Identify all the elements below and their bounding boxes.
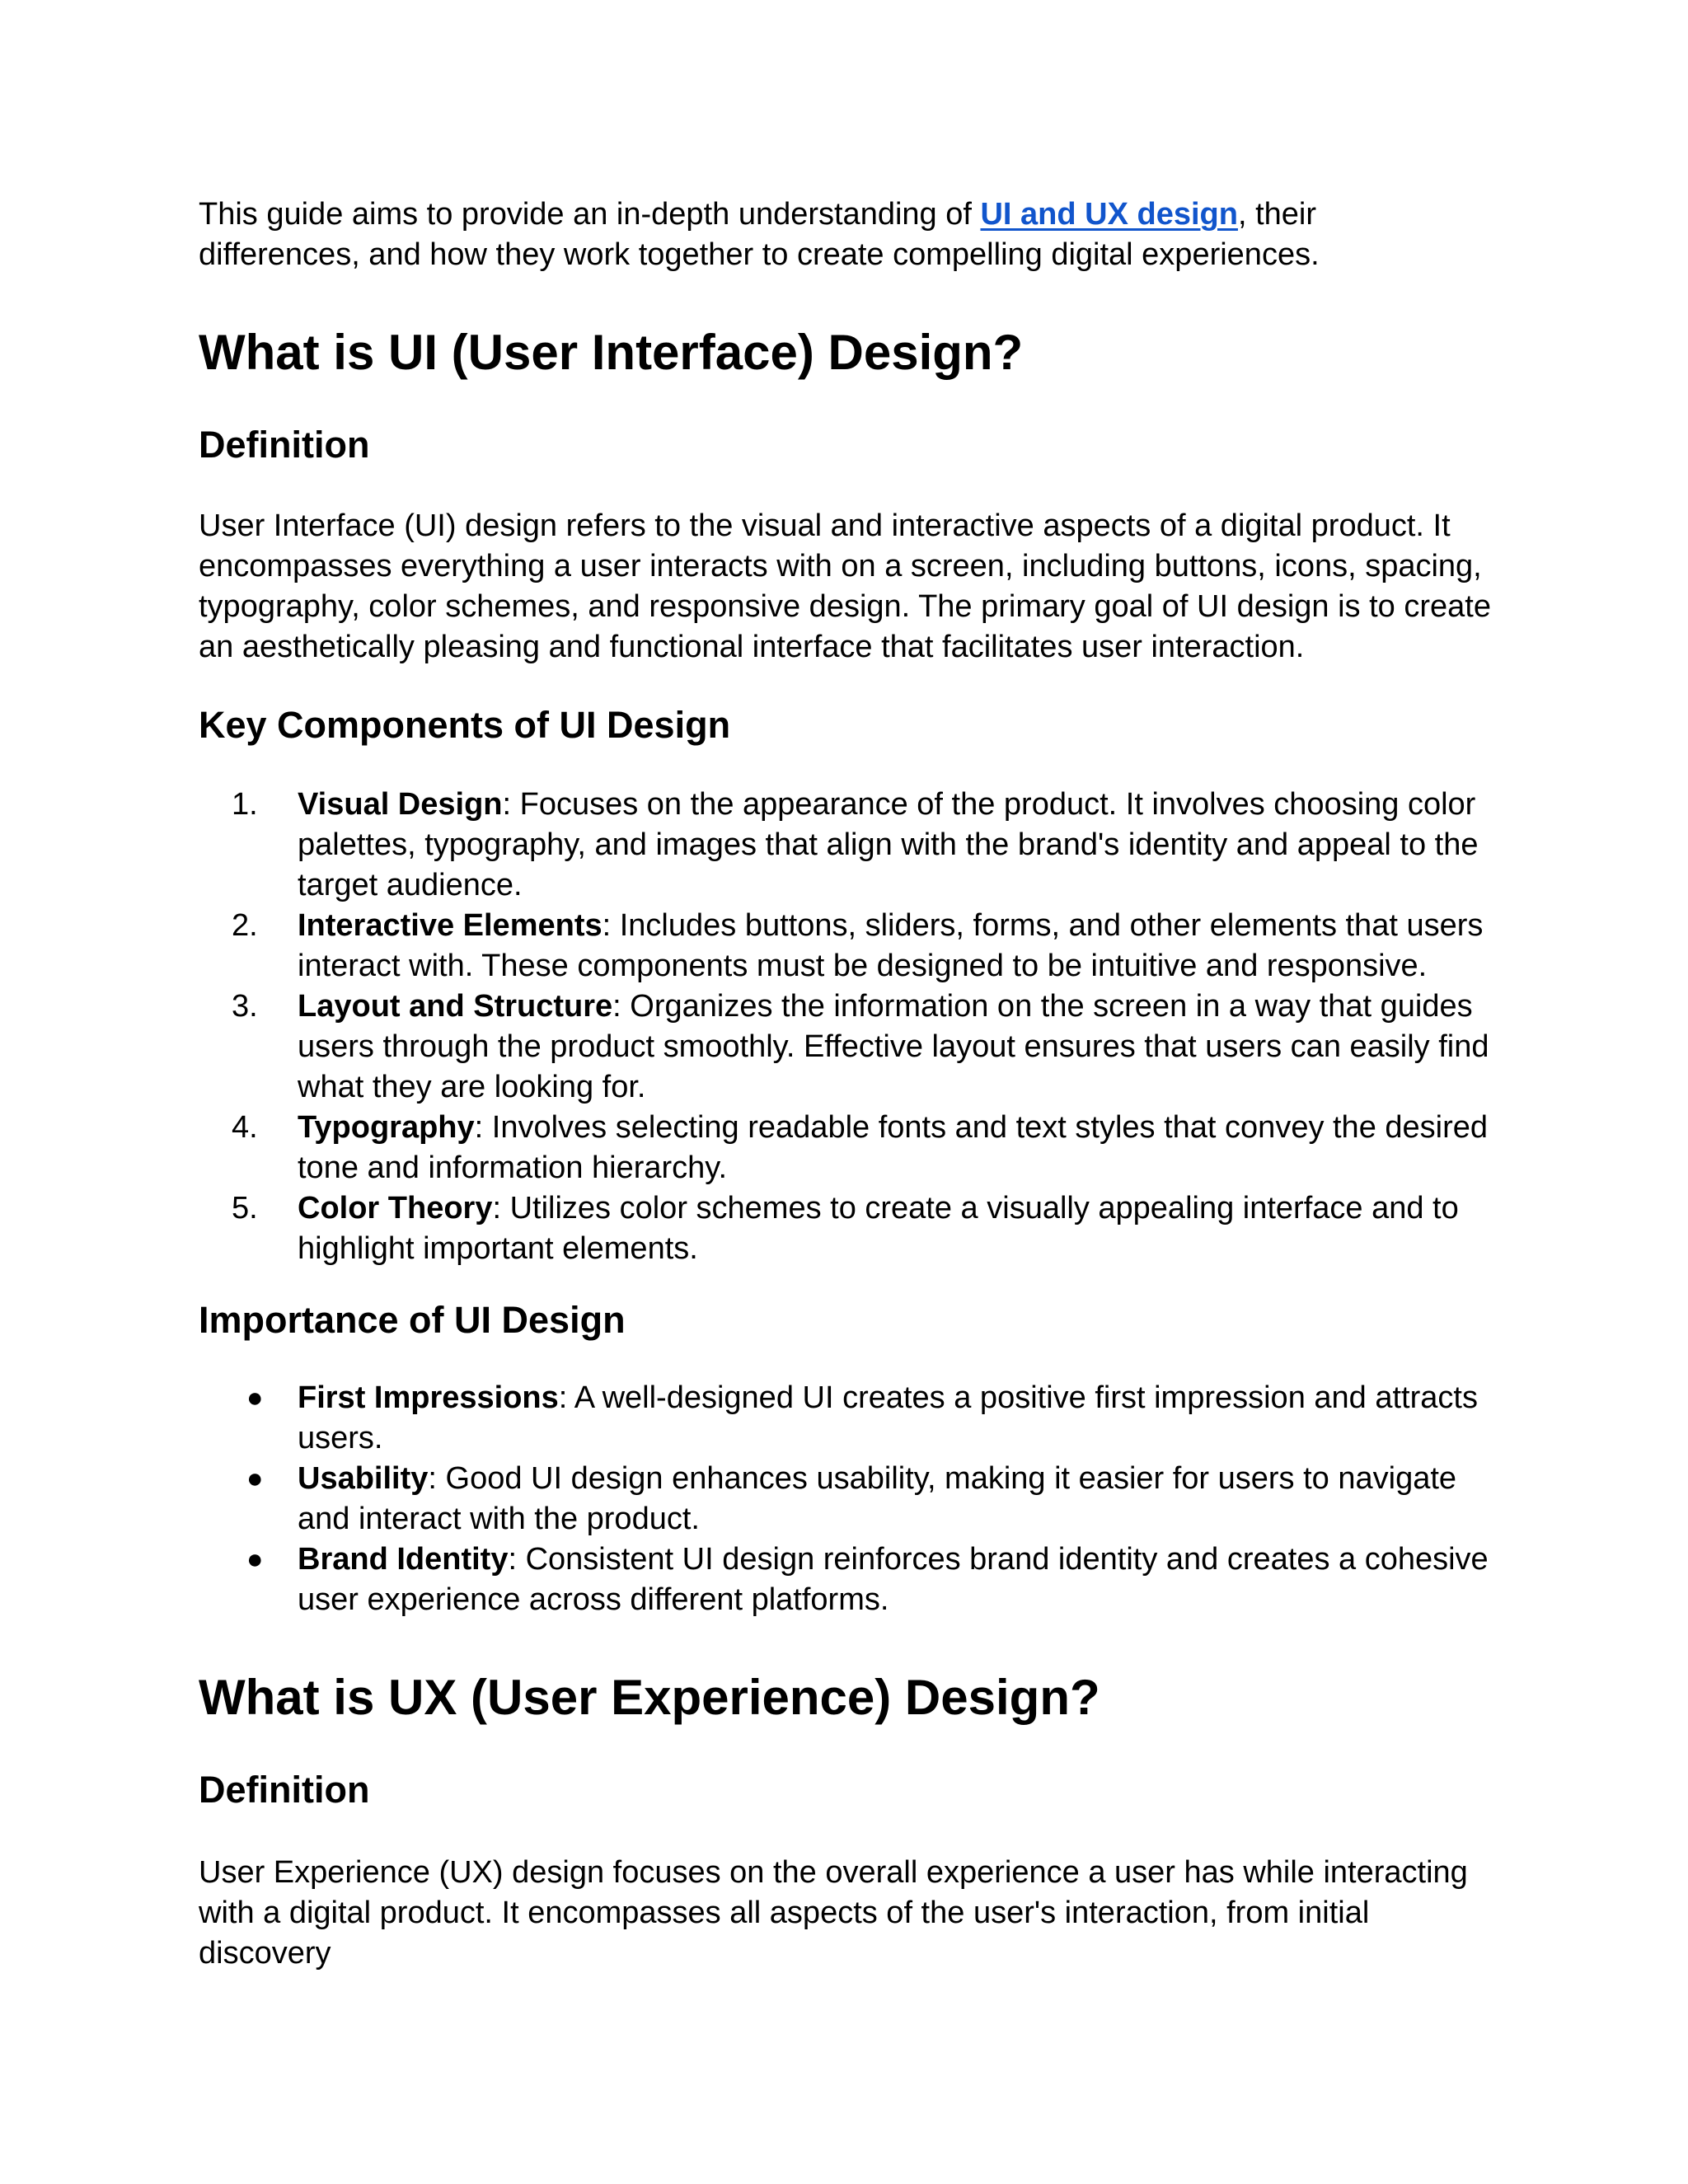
list-item [199, 1108, 1497, 1188]
ux-definition-paragraph: User Experience (UX) design focuses on the overall experience a user has while interacting with a digital product. It encompasses all aspects of the user's interaction, from initial discovery [199, 1855, 1468, 1971]
list-item-description: : Focuses on the appearance of the product. It involves choosing color palettes, typography, and images that align with the brand's identity and appeal to the target audience. [298, 787, 1479, 902]
list-item-term: Typography [298, 1110, 475, 1145]
list-number: 5. [232, 1191, 258, 1226]
list-number: 4. [232, 1110, 258, 1145]
list-item-description: : Includes buttons, sliders, forms, and other elements that users interact with. These components must be designed to be intuitive and responsive. [298, 908, 1484, 983]
list-item [199, 1378, 1497, 1459]
bullet-icon: ● [246, 1382, 264, 1413]
list-item-term: First Impressions [298, 1380, 559, 1415]
list-item-term: Color Theory [298, 1191, 493, 1226]
list-item [199, 1188, 1497, 1269]
bullet-icon: ● [246, 1544, 264, 1575]
list-item-term: Visual Design [298, 787, 503, 822]
ui-importance-list [199, 1378, 1497, 1620]
list-item-term: Brand Identity [298, 1542, 509, 1577]
ux-definition-heading: Definition [199, 1769, 370, 1811]
list-number: 3. [232, 989, 258, 1024]
list-item-description: : Utilizes color schemes to create a visually appealing interface and to highlight important elements. [298, 1191, 1459, 1266]
intro-text-after: , their differences, and how they work together to create compelling digital experiences. [199, 197, 1320, 272]
ui-definition-paragraph: User Interface (UI) design refers to the visual and interactive aspects of a digital product. It encompasses everything a user interacts with on a screen, including buttons, icons, spacing, typography, color schemes, and responsive design. The primary goal of UI design is to create an aesthetically pleasing and functional interface that facilitates user interaction. [199, 509, 1491, 664]
list-item-description: : Organizes the information on the screen in a way that guides users through the product smoothly. Effective layout ensures that users can easily find what they are looking for. [298, 989, 1489, 1104]
list-item [199, 785, 1497, 906]
list-item [199, 906, 1497, 987]
list-item-description: : Consistent UI design reinforces brand identity and creates a cohesive user experience across different platforms. [298, 1542, 1489, 1617]
list-item-term: Interactive Elements [298, 908, 603, 943]
list-number: 2. [232, 908, 258, 943]
bullet-icon: ● [246, 1463, 264, 1494]
list-item-description: : A well-designed UI creates a positive first impression and attracts users. [298, 1380, 1478, 1455]
list-item [199, 987, 1497, 1108]
list-number: 1. [232, 787, 258, 822]
ui-ux-design-link[interactable]: UI and UX design [980, 197, 1238, 232]
ui-components-list [199, 785, 1497, 1269]
ui-definition-heading: Definition [199, 424, 370, 466]
ux-section-title: What is UX (User Experience) Design? [199, 1670, 1100, 1725]
list-item [199, 1540, 1497, 1620]
list-item-term: Usability [298, 1461, 429, 1496]
ui-importance-heading: Importance of UI Design [199, 1299, 626, 1341]
list-item-description: : Involves selecting readable fonts and text styles that convey the desired tone and information hierarchy. [298, 1110, 1489, 1185]
intro-paragraph [199, 194, 1484, 275]
ui-section-title: What is UI (User Interface) Design? [199, 325, 1024, 380]
list-item-term: Layout and Structure [298, 989, 613, 1024]
list-item [199, 1459, 1497, 1540]
intro-text-before: This guide aims to provide an in-depth understanding of [199, 197, 981, 232]
ui-components-heading: Key Components of UI Design [199, 704, 731, 746]
list-item-description: : Good UI design enhances usability, making it easier for users to navigate and interact with the product. [298, 1461, 1457, 1536]
